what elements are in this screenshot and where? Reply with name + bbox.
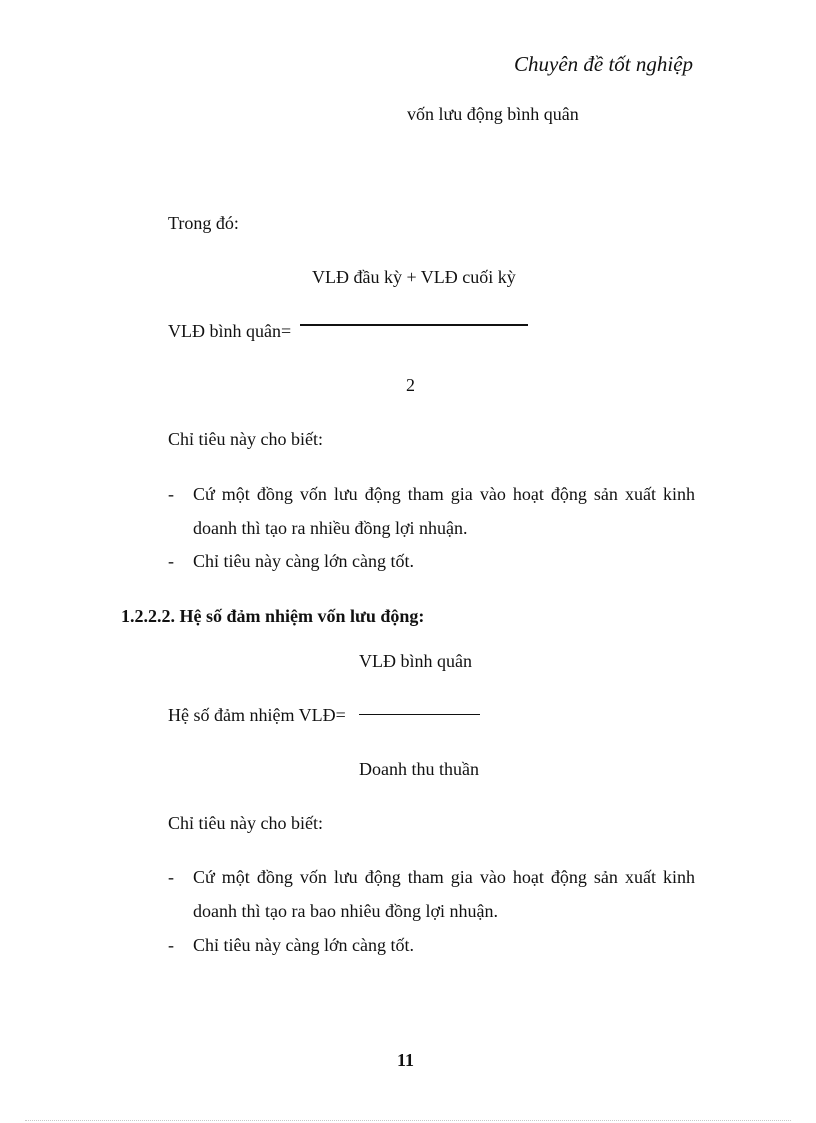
list-item-continuation: doanh thì tạo ra nhiều đồng lợi nhuận.: [193, 518, 468, 538]
list-item: Chỉ tiêu này càng lớn càng tốt.: [193, 935, 414, 955]
bullet-dash: -: [168, 935, 174, 955]
formula-denominator: 2: [406, 375, 415, 395]
formula-continuation: vốn lưu động bình quân: [407, 104, 579, 124]
bullet-dash: -: [168, 551, 174, 571]
formula-denominator: Doanh thu thuần: [359, 759, 479, 779]
formula-numerator: VLĐ bình quân: [359, 651, 472, 671]
bullet-dash: -: [168, 867, 174, 887]
running-header: Chuyên đề tốt nghiệp: [514, 52, 694, 76]
list-item: Chỉ tiêu này càng lớn càng tốt.: [193, 551, 414, 571]
meaning-intro: Chỉ tiêu này cho biết:: [168, 813, 323, 833]
meaning-intro: Chỉ tiêu này cho biết:: [168, 429, 323, 449]
page-edge-divider: [25, 1120, 791, 1121]
bullet-dash: -: [168, 484, 174, 504]
where-label: Trong đó:: [168, 213, 239, 233]
formula-lhs: VLĐ bình quân=: [168, 321, 292, 341]
fraction-bar: [359, 714, 480, 715]
list-item: Cứ một đồng vốn lưu động tham gia vào hoạt động sản xuất kinh: [193, 484, 695, 504]
fraction-bar: [300, 324, 528, 326]
formula-numerator: VLĐ đầu kỳ + VLĐ cuối kỳ: [312, 267, 516, 287]
list-item: Cứ một đồng vốn lưu động tham gia vào hoạt động sản xuất kinh: [193, 867, 695, 887]
formula-lhs: Hệ số đảm nhiệm VLĐ=: [168, 705, 346, 725]
section-heading: 1.2.2.2. Hệ số đảm nhiệm vốn lưu động:: [121, 606, 425, 626]
page-number: 11: [397, 1050, 415, 1070]
list-item-continuation: doanh thì tạo ra bao nhiêu đồng lợi nhuận.: [193, 901, 498, 921]
